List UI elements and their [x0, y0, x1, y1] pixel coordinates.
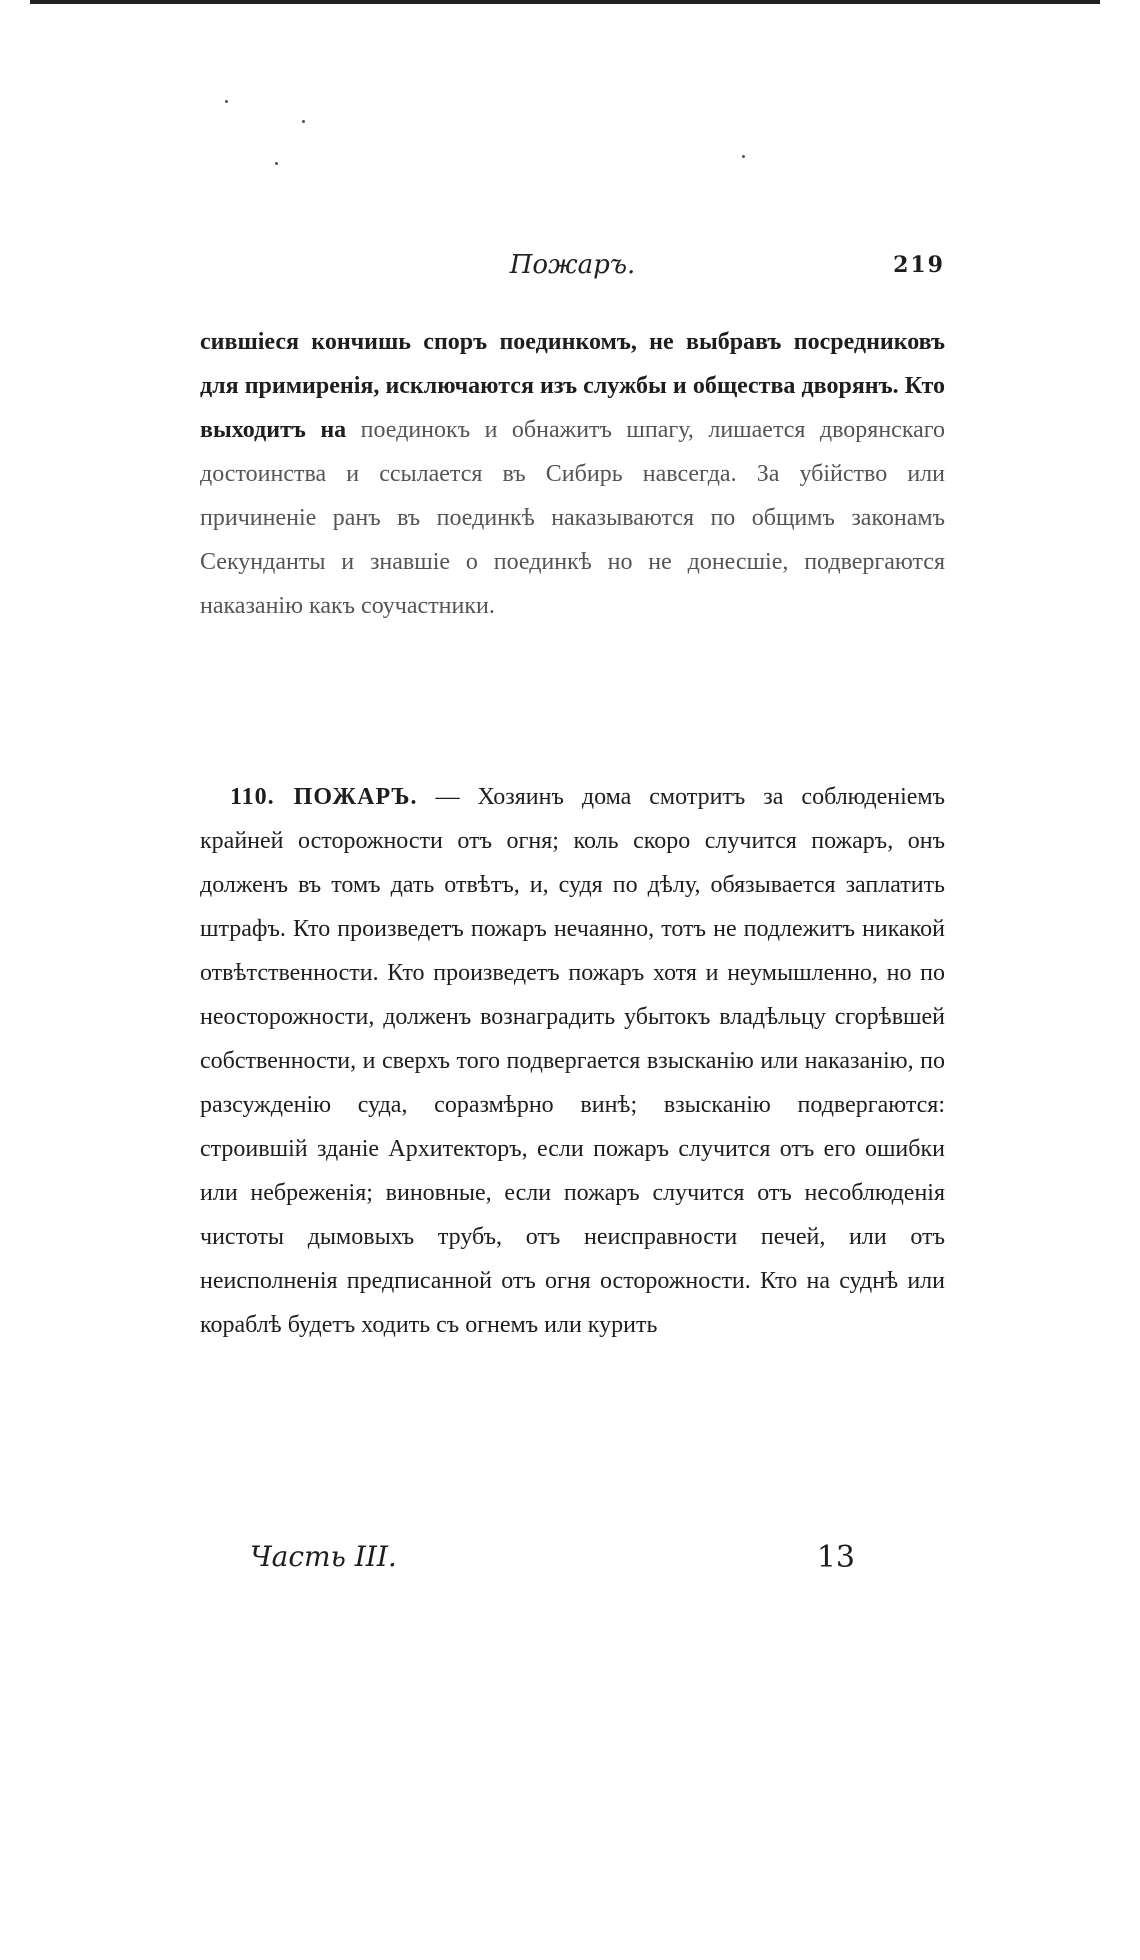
paragraph-fire-section	[200, 775, 945, 1347]
paragraph-text: — Хозяинъ дома смотритъ за соблюденіемъ крайней осторожности отъ огня; коль скоро случится пожаръ, онъ долженъ въ томъ дать отвѣтъ, и, судя по дѣлу, обязывается заплатить штрафъ. Кто произведетъ пожаръ нечаянно, тотъ не подлежитъ никакой отвѣтственности. Кто произведетъ пожаръ хотя и неумышленно, но по неосторожности, долженъ вознаградить убытокъ владѣльцу сгорѣвшей собственности, и сверхъ того подвергается взысканію или наказанію, по разсужденію суда, соразмѣрно винѣ; взысканію подвергаются: строившій зданіе Архитекторъ, если пожаръ случится отъ его ошибки или небреженія; виновные, если пожаръ случится отъ несоблюденія чистоты дымовыхъ трубъ, отъ неисправности печей, или отъ неисполненія предписанной отъ огня осторожности. Кто на суднѣ или кораблѣ будетъ ходить съ огнемъ или курить	[200, 784, 946, 1338]
signature-label: Часть III.	[250, 1540, 397, 1573]
speck	[275, 162, 278, 165]
speck	[302, 120, 305, 123]
paragraph-text: поединокъ и обнажитъ шпагу, лишается дворянскаго достоинства и ссылается въ Сибирь навсегда. За убійство или причиненіе ранъ въ поединкѣ наказываются по общимъ законамъ Секунданты и знавшіе о поединкѣ но не донесшіе, подвергаются наказанію какъ соучастники.	[200, 417, 946, 619]
signature-number: 13	[816, 1540, 855, 1575]
running-title: Пожаръ.	[509, 250, 636, 280]
speck	[225, 100, 228, 103]
paragraph-bold-run: сившіеся кончишь споръ поединкомъ, не выбравъ посредниковъ для примиренія, исключаются изъ службы и общества дворянъ. Кто выходитъ на	[200, 329, 945, 443]
speck	[742, 155, 745, 158]
page-footer	[200, 1540, 935, 1580]
page-header	[200, 250, 945, 290]
page-number: 219	[893, 252, 945, 278]
top-rule	[30, 0, 1100, 4]
paragraph-duel-continuation	[200, 320, 945, 628]
section-heading: 110. ПОЖАРЪ.	[230, 784, 418, 810]
